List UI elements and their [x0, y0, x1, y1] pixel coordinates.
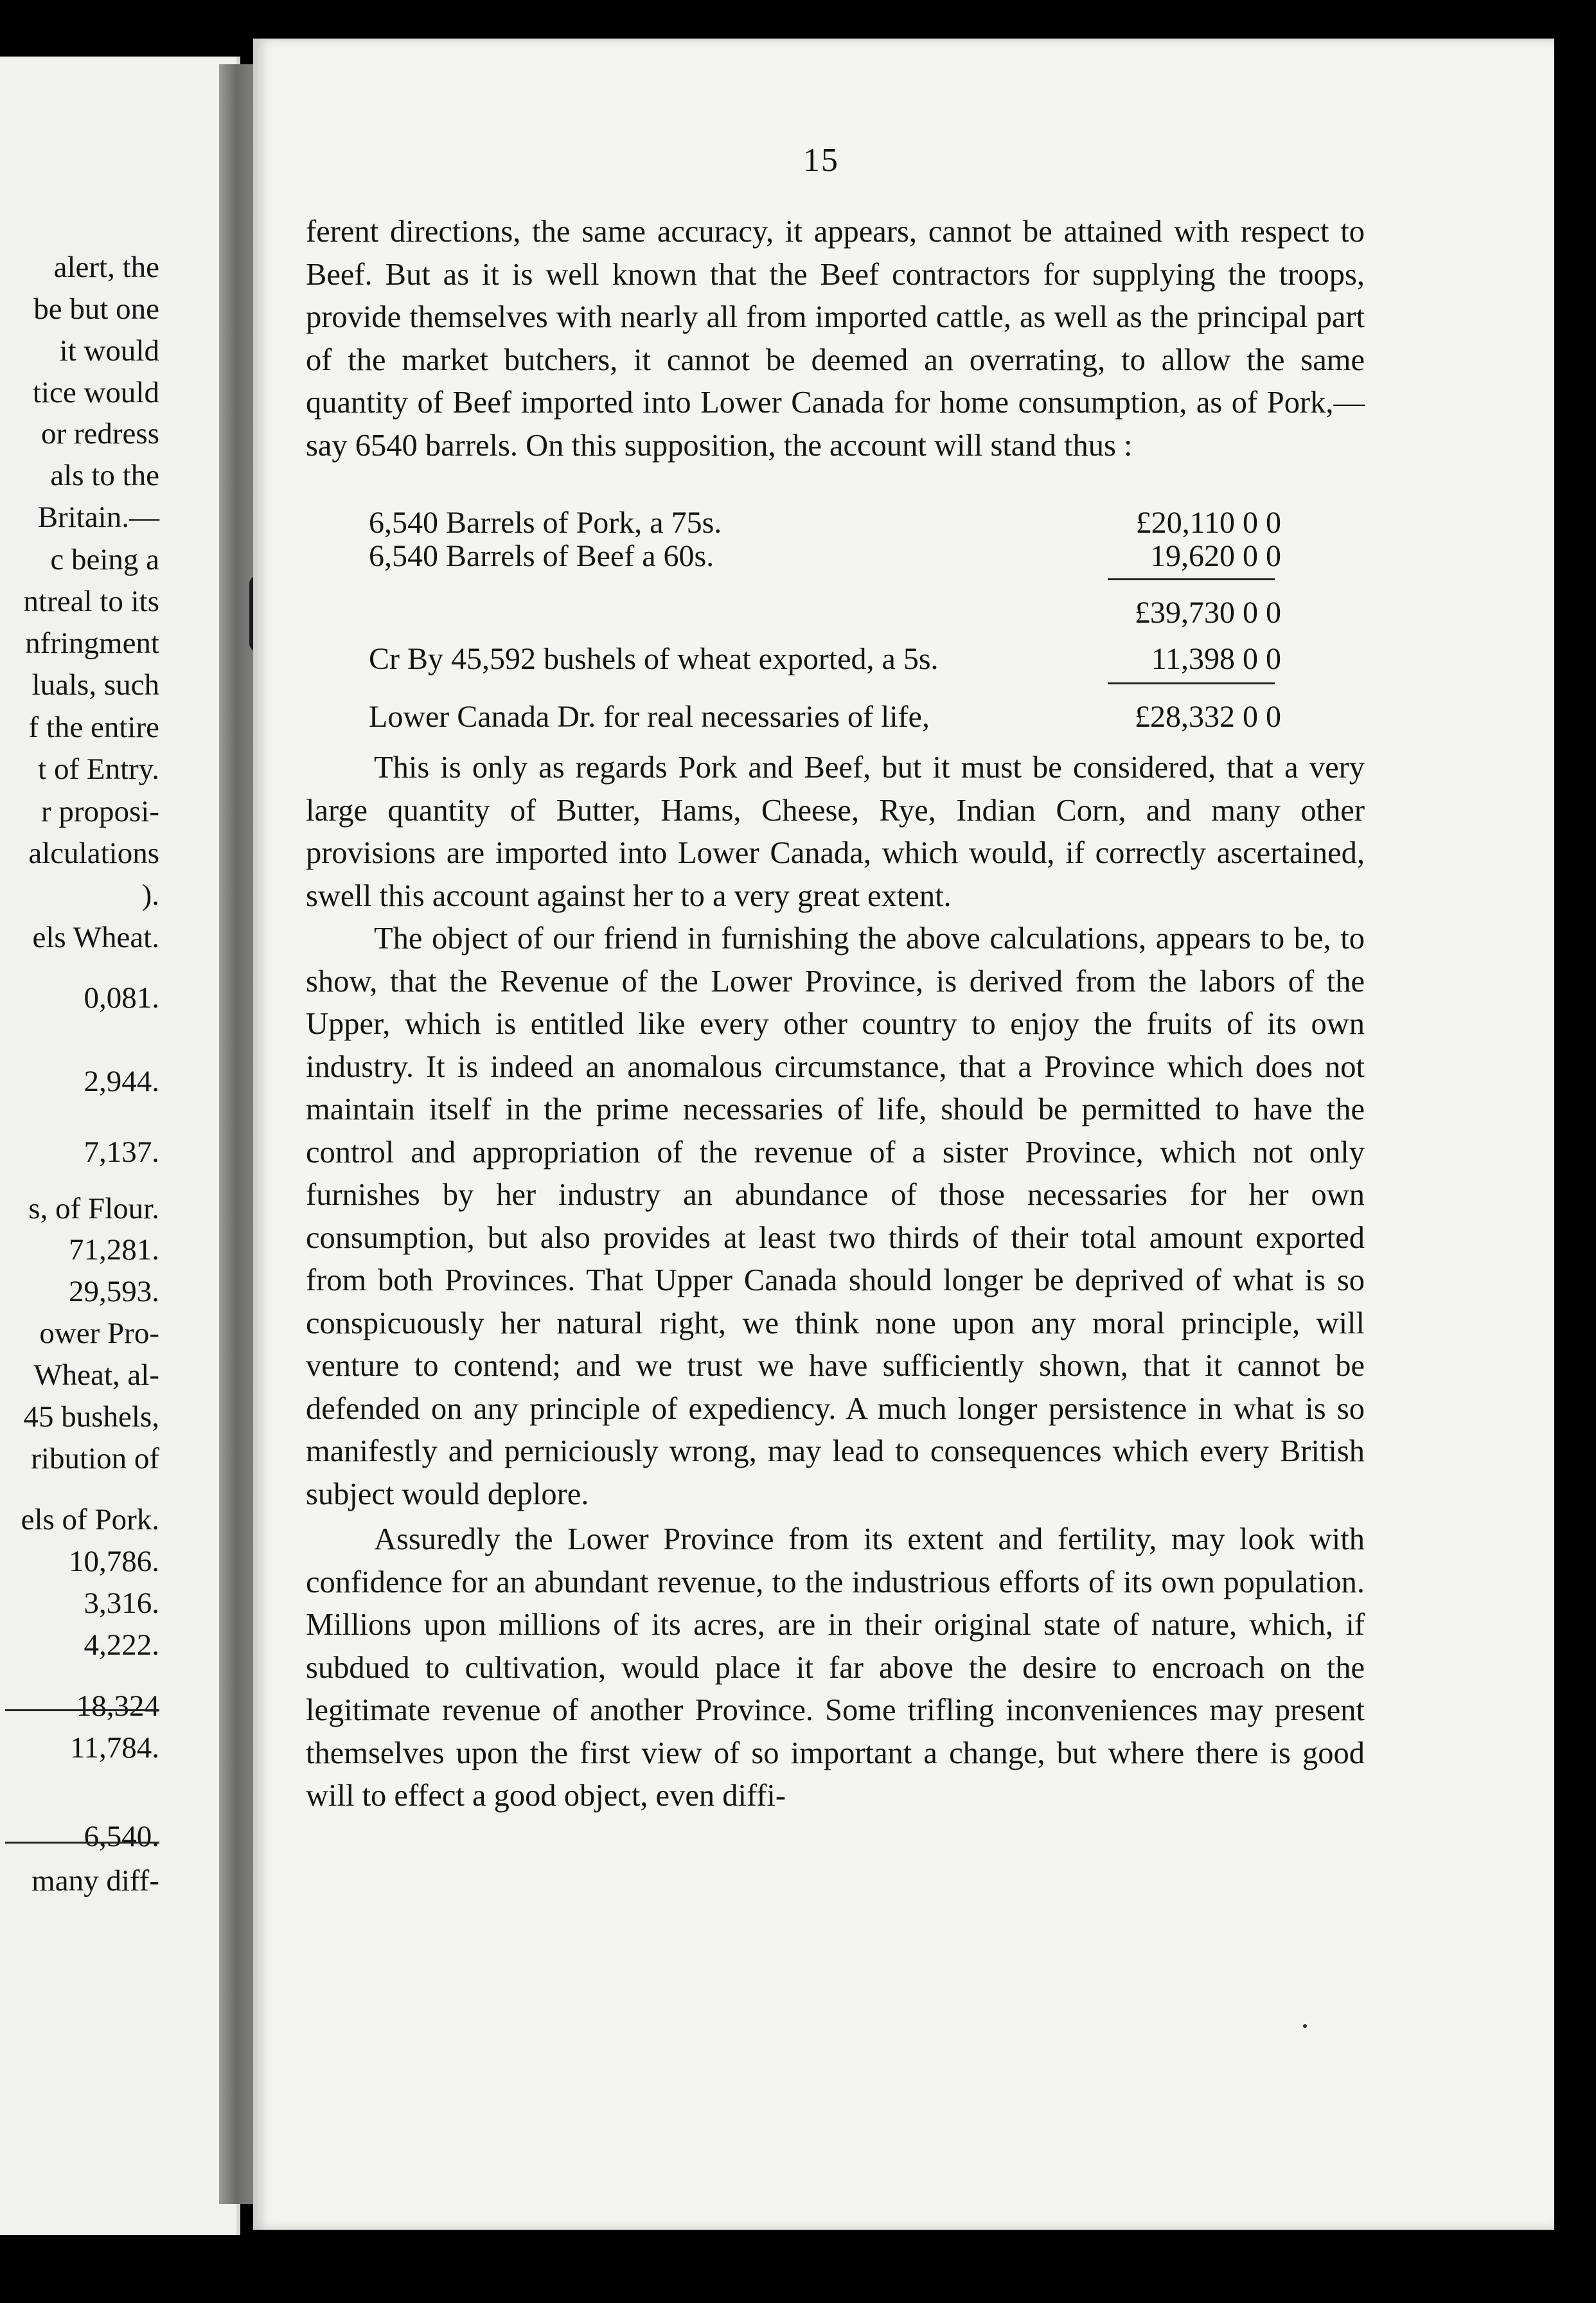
left-page-line: 11,784.	[69, 1731, 159, 1765]
account-row-amount: 11,398 0 0	[1151, 642, 1281, 676]
left-page-line: ).	[141, 878, 159, 912]
left-sum-rule-2	[5, 1842, 159, 1844]
account-row-amount: £28,332 0 0	[1135, 700, 1281, 734]
left-page-line: r proposi-	[40, 795, 159, 828]
left-page-line: alert, the	[53, 251, 159, 284]
account-row-desc: Cr By 45,592 bushels of wheat exported, a 5s.	[369, 642, 939, 676]
paragraph-intro	[306, 211, 1365, 467]
paragraph-intro-text: ferent directions, the same accuracy, it appears, cannot be attained with respect to Beef. But as it is well known that the Beef contractors for supplying the troops, provide themselves with nearly all from imported cattle, as well as the principal part of the market butchers, it cannot be deemed an overrating, to allow the same quantity of Beef imported into Lower Canada for home consumption, as of Pork,—say 6540 barrels. On this supposition, the account will stand thus :	[306, 215, 1365, 463]
left-page-line: Britain.—	[37, 501, 159, 534]
account-row-desc: 6,540 Barrels of Beef a 60s.	[369, 539, 714, 573]
left-page-line: 45 bushels,	[23, 1400, 159, 1434]
left-page-line: 0,081.	[84, 981, 159, 1015]
account-row-amount: £20,110 0 0	[1135, 506, 1281, 540]
left-page-line: s, of Flour.	[28, 1192, 159, 1225]
left-sum-rule-1	[5, 1709, 159, 1711]
left-page-line: ower Pro-	[39, 1317, 159, 1350]
left-page-line: els Wheat.	[32, 921, 159, 954]
paper-speck	[1303, 2024, 1307, 2028]
left-page-line: luals, such	[31, 668, 159, 702]
left-page-line: f the entire	[28, 711, 159, 744]
page-number: 15	[803, 142, 839, 179]
account-row-amount: £39,730 0 0	[1135, 596, 1281, 630]
left-page-line: ntreal to its	[23, 585, 159, 618]
account-row-desc: Lower Canada Dr. for real necessaries of life,	[369, 700, 930, 734]
left-page-line: or redress	[40, 417, 159, 450]
left-page-line: 4,222.	[84, 1628, 159, 1662]
left-page-line: 29,593.	[69, 1275, 159, 1308]
left-page-line: 6,540.	[84, 1820, 159, 1853]
paragraph-pork-beef: This is only as regards Pork and Beef, but it must be considered, that a very large quantity of Butter, Hams, Cheese, Rye, Indian Corn, and many other provisions are imported into Lower Canada, which would, if correctly ascertained, swell this account against her to a very great extent.	[306, 751, 1365, 913]
left-page-line: ribution of	[31, 1442, 159, 1475]
left-page-line: 2,944.	[84, 1065, 159, 1098]
left-page-line: 71,281.	[69, 1233, 159, 1267]
account-row-amount: 19,620 0 0	[1150, 539, 1281, 573]
left-page-line: tice would	[32, 376, 159, 409]
left-page-line: 18,324	[76, 1689, 159, 1723]
body-text	[306, 747, 1365, 1818]
left-page-line: els of Pork.	[21, 1503, 159, 1536]
left-page-line: 7,137.	[84, 1135, 159, 1169]
account-balance-rule	[1108, 682, 1275, 684]
left-page-line: 3,316.	[84, 1587, 159, 1620]
left-page-line: many diff-	[31, 1864, 159, 1898]
left-page-line: als to the	[50, 459, 159, 492]
account-sum-rule	[1108, 578, 1275, 580]
paragraph-lower-province: Assuredly the Lower Province from its extent and fertility, may look with confidence for an abundant revenue, to the industrious efforts of its own population. Millions upon millions of its acres, are in their original state of nature, which, if subdued to cultivation, would place it far above the desire to encroach on the legitimate revenue of another Province. Some trifling inconveniences may present themselves upon the first view of so important a change, but where there is good will to effect a good object, even diffi-	[306, 1522, 1365, 1813]
account-row-desc: 6,540 Barrels of Pork, a 75s.	[369, 506, 722, 540]
left-page-line: t of Entry.	[38, 752, 159, 786]
left-page-line: it would	[59, 334, 159, 368]
left-page-line: Wheat, al-	[33, 1358, 159, 1392]
left-page-line: 10,786.	[69, 1545, 159, 1578]
paragraph-revenue: The object of our friend in furnishing the above calculations, appears to be, to show, that the Revenue of the Lower Province, is derived from the labors of the Upper, which is entitled like every other country to enjoy the fruits of its own industry. It is indeed an anomalous circumstance, that a Province which does not maintain itself in the prime necessaries of life, should be permitted to have the control and appropriation of the revenue of a sister Province, which not only furnishes by her industry an abundance of those necessaries for her own consumption, but also provides at least two thirds of their total amount exported from both Provinces. That Upper Canada should longer be deprived of what is so conspicuously her natural right, we think none upon any moral principle, will venture to contend; and we trust we have sufficiently shown, that it cannot be defended on any principle of expediency. A much longer persistence in what is so manifestly and perniciously wrong, may lead to consequences which every British subject would deplore.	[306, 921, 1365, 1511]
right-page	[253, 39, 1554, 2230]
left-page-line: alculations	[28, 837, 159, 870]
left-page-line: c being a	[50, 543, 159, 576]
left-page-line: nfringment	[25, 627, 159, 660]
left-page-fragment	[0, 57, 240, 2235]
left-page-line: be but one	[33, 292, 159, 326]
